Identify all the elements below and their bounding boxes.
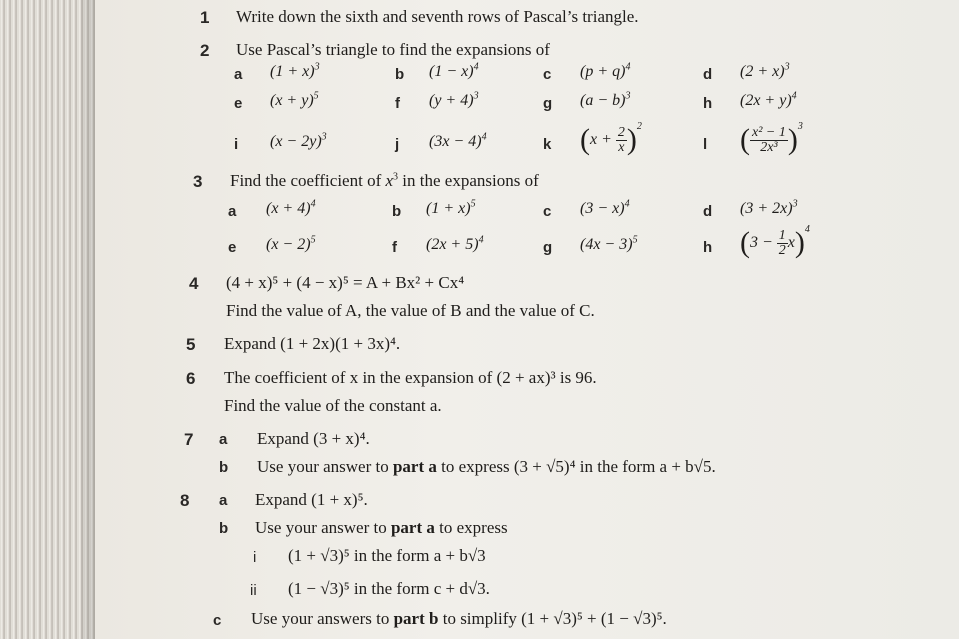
- question-8a-text: Expand (1 + x)⁵.: [255, 490, 368, 509]
- question-7a-label: a: [219, 431, 228, 448]
- question-3-part-a-label: a: [228, 203, 237, 220]
- question-3-part-d-label: d: [703, 203, 713, 220]
- question-8bi-label: i: [253, 549, 257, 566]
- question-3-part-h-label: h: [703, 239, 713, 256]
- question-3-part-g-label: g: [543, 239, 553, 256]
- question-8-number: 8: [180, 491, 190, 510]
- question-2-part-h-label: h: [703, 95, 713, 112]
- question-3-part-h-expression: (3 − $\frac{1}{2}$ x)$^4$: [740, 224, 810, 259]
- question-3-part-a-expression: $(x + 4)^4$: [266, 198, 316, 217]
- question-2-part-e-expression: $(x + y)^5$: [270, 90, 319, 109]
- question-2-part-f-expression: $(y + 4)^3$: [429, 90, 479, 109]
- question-6-text-2: Find the value of the constant a.: [224, 396, 442, 415]
- question-8a-label: a: [219, 492, 228, 509]
- question-3-part-c-expression: $(3 - x)^4$: [580, 198, 630, 217]
- question-2-part-b-label: b: [395, 66, 405, 83]
- question-2-part-a-label: a: [234, 66, 243, 83]
- book-page-edges: [0, 0, 95, 639]
- question-2-part-i-label: i: [234, 136, 239, 153]
- question-2-part-j-label: j: [395, 136, 400, 153]
- question-2-part-k-expression: (x + $\frac{2}{x}$ )$^2$: [580, 121, 642, 156]
- question-1-number: 1: [200, 8, 210, 27]
- question-3-part-g-expression: $(4x - 3)^5$: [580, 234, 638, 253]
- question-2-part-a-expression: $(1 + x)^3$: [270, 61, 320, 80]
- question-2-part-d-expression: $(2 + x)^3$: [740, 61, 790, 80]
- question-2-part-d-label: d: [703, 66, 713, 83]
- question-5-number: 5: [186, 335, 196, 354]
- question-3-text: Find the coefficient of $x^3$ in the expansions of: [230, 171, 539, 190]
- question-8b-text: Use your answer to part a to express: [255, 518, 508, 537]
- question-2-part-b-expression: $(1 - x)^4$: [429, 61, 479, 80]
- question-3-part-d-expression: $(3 + 2x)^3$: [740, 198, 798, 217]
- question-2-part-e-label: e: [234, 95, 243, 112]
- question-2-part-i-expression: $(x - 2y)^3$: [270, 131, 327, 150]
- question-6-text: The coefficient of x in the expansion of (2 + ax)³ is 96.: [224, 368, 597, 387]
- question-3-part-e-expression: $(x - 2)^5$: [266, 234, 316, 253]
- question-7a-text: Expand (3 + x)⁴.: [257, 429, 370, 448]
- question-7b-text: Use your answer to part a to express (3 + √5)⁴ in the form a + b√5.: [257, 457, 716, 476]
- question-2-text: Use Pascal’s triangle to find the expansions of: [236, 40, 550, 59]
- question-2-number: 2: [200, 41, 210, 60]
- question-2-part-l-label: l: [703, 136, 708, 153]
- question-5-text: Expand (1 + 2x)(1 + 3x)⁴.: [224, 334, 401, 353]
- question-8bii-label: ii: [250, 582, 257, 599]
- question-4-equation: (4 + x)⁵ + (4 − x)⁵ = A + Bx² + Cx⁴: [226, 273, 465, 292]
- question-3-part-c-label: c: [543, 203, 552, 220]
- question-4-text: Find the value of A, the value of B and the value of C.: [226, 301, 595, 320]
- question-3-part-f-label: f: [392, 239, 397, 256]
- question-7-number: 7: [184, 430, 194, 449]
- question-8bi-text: (1 + √3)⁵ in the form a + b√3: [288, 546, 486, 565]
- question-2-part-h-expression: $(2x + y)^4$: [740, 90, 797, 109]
- question-6-number: 6: [186, 369, 196, 388]
- question-2-part-k-label: k: [543, 136, 552, 153]
- question-2-part-f-label: f: [395, 95, 400, 112]
- question-2-part-c-expression: $(p + q)^4$: [580, 61, 631, 80]
- question-3-part-b-expression: $(1 + x)^5$: [426, 198, 476, 217]
- question-2-part-c-label: c: [543, 66, 552, 83]
- question-7b-label: b: [219, 459, 229, 476]
- question-8b-label: b: [219, 520, 229, 537]
- question-3-part-b-label: b: [392, 203, 402, 220]
- question-4-number: 4: [189, 274, 199, 293]
- question-2-part-g-expression: $(a - b)^3$: [580, 90, 631, 109]
- question-2-part-g-label: g: [543, 95, 553, 112]
- question-3-part-f-expression: $(2x + 5)^4$: [426, 234, 484, 253]
- question-1-text: Write down the sixth and seventh rows of Pascal’s triangle.: [236, 7, 639, 26]
- question-3-number: 3: [193, 172, 203, 191]
- question-8c-text: Use your answers to part b to simplify (1 + √3)⁵ + (1 − √3)⁵.: [251, 609, 667, 628]
- question-2-part-j-expression: $(3x - 4)^4$: [429, 131, 487, 150]
- question-3-part-e-label: e: [228, 239, 237, 256]
- question-2-part-l-expression: ( $\frac{\text{x² − 1}}{\text{2x³}}$ )$^3$: [740, 121, 803, 156]
- question-8c-label: c: [213, 612, 222, 629]
- question-8bii-text: (1 − √3)⁵ in the form c + d√3.: [288, 579, 490, 598]
